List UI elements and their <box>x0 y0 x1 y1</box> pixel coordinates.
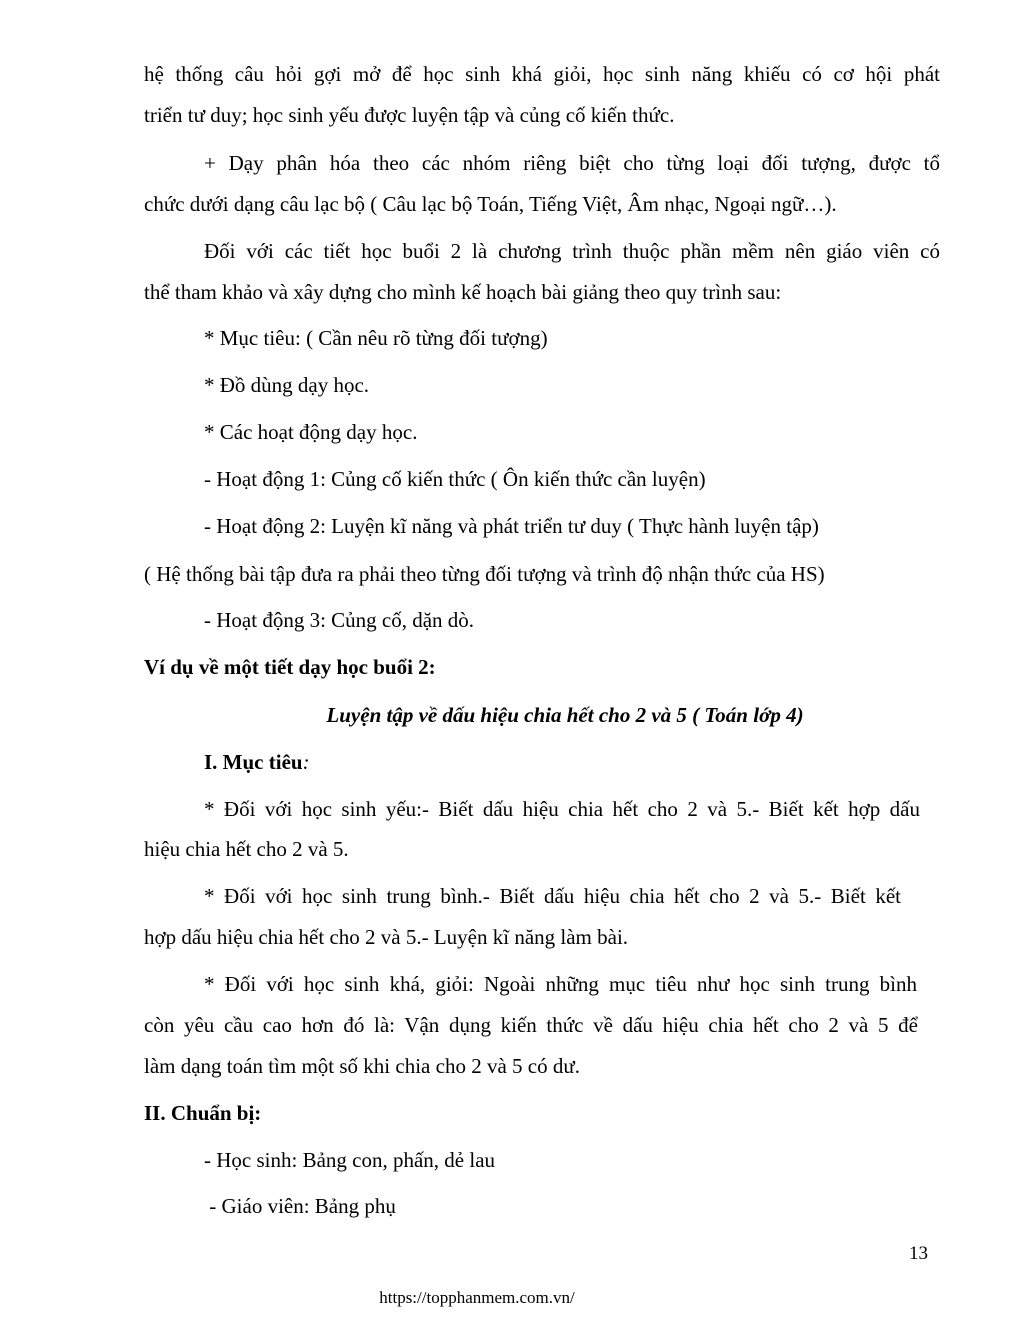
activity-1: - Hoạt động 1: Củng cố kiến thức ( Ôn kiến thức cần luyện) <box>204 467 706 491</box>
objective-weak-students: * Đối với học sinh yếu:- Biết dấu hiệu chia hết cho 2 và 5.- Biết kết hợp dấu <box>204 797 920 821</box>
activity-2: - Hoạt động 2: Luyện kĩ năng và phát triển tư duy ( Thực hành luyện tập) <box>204 514 819 538</box>
section-objectives-label: I. Mục tiêu <box>204 750 303 774</box>
bullet-activities: * Các hoạt động dạy học. <box>204 420 418 444</box>
paragraph-line: thể tham khảo và xây dựng cho mình kế hoạch bài giảng theo quy trình sau: <box>144 280 782 304</box>
paragraph-line: làm dạng toán tìm một số khi chia cho 2 và 5 có dư. <box>144 1054 580 1078</box>
bullet-objectives: * Mục tiêu: ( Cần nêu rõ từng đối tượng) <box>204 326 548 350</box>
footer-url[interactable]: https://topphanmem.com.vn/ <box>379 1288 575 1307</box>
paragraph-line: hiệu chia hết cho 2 và 5. <box>144 837 349 861</box>
activity-2-note: ( Hệ thống bài tập đưa ra phải theo từng đối tượng và trình độ nhận thức của HS) <box>144 562 825 586</box>
activity-3: - Hoạt động 3: Củng cố, dặn dò. <box>204 608 475 632</box>
paragraph-line: + Dạy phân hóa theo các nhóm riêng biệt cho từng loại đối tượng, được tổ <box>204 151 940 175</box>
paragraph-line: Đối với các tiết học buổi 2 là chương trình thuộc phần mềm nên giáo viên có <box>204 239 940 263</box>
objective-average-students: * Đối với học sinh trung bình.- Biết dấu hiệu chia hết cho 2 và 5.- Biết kết <box>204 884 901 908</box>
section-objectives-colon: : <box>302 750 310 774</box>
lesson-title: Luyện tập về dấu hiệu chia hết cho 2 và 5 ( Toán lớp 4) <box>326 703 804 727</box>
paragraph-line: hệ thống câu hỏi gợi mở để học sinh khá giỏi, học sinh năng khiếu có cơ hội phát <box>144 62 940 86</box>
bullet-materials: * Đồ dùng dạy học. <box>204 373 370 397</box>
paragraph-line: hợp dấu hiệu chia hết cho 2 và 5.- Luyện kĩ năng làm bài. <box>144 925 629 949</box>
preparation-teacher: - Giáo viên: Bảng phụ <box>204 1194 396 1218</box>
example-heading: Ví dụ về một tiết dạy học buổi 2: <box>144 655 436 679</box>
paragraph-line: còn yêu cầu cao hơn đó là: Vận dụng kiến thức về dấu hiệu chia hết cho 2 và 5 để <box>144 1013 918 1037</box>
section-preparation-heading: II. Chuẩn bị: <box>144 1101 262 1125</box>
page-number: 13 <box>909 1243 928 1264</box>
objective-good-students: * Đối với học sinh khá, giỏi: Ngoài những mục tiêu như học sinh trung bình <box>204 972 917 996</box>
preparation-students: - Học sinh: Bảng con, phấn, dẻ lau <box>204 1148 496 1172</box>
section-objectives-heading <box>204 748 310 776</box>
paragraph-line: chức dưới dạng câu lạc bộ ( Câu lạc bộ Toán, Tiếng Việt, Âm nhạc, Ngoại ngữ…). <box>144 192 837 216</box>
paragraph-line: triển tư duy; học sinh yếu được luyện tập và củng cố kiến thức. <box>144 103 675 127</box>
